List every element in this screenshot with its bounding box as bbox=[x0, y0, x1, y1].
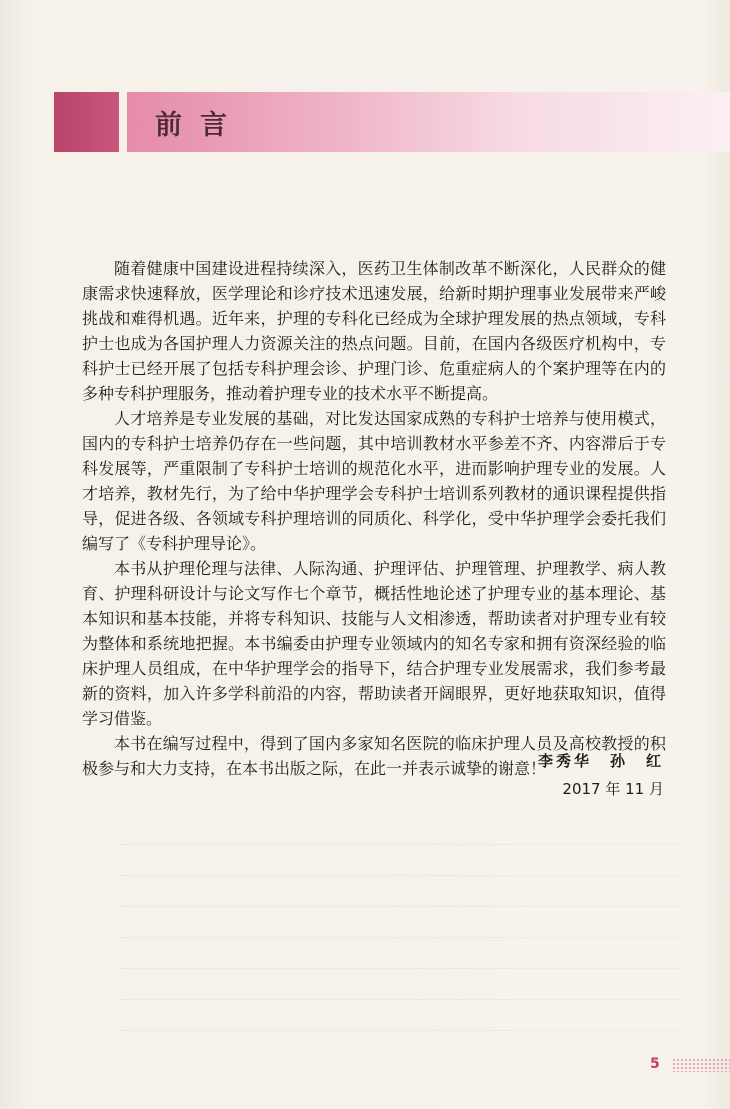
bleed-through-texture bbox=[120, 820, 680, 1040]
paragraph-2: 人才培养是专业发展的基础，对比发达国家成熟的专科护士培养与使用模式，国内的专科护士培养仍存在一些问题，其中培训教材水平参差不齐、内容滞后于专科发展等，严重限制了专科护士培训的规范化水平，进而影响护理专业的发展。人才培养，教材先行，为了给中华护理学会专科护士培训系列教材的通识课程提供指导，促进各级、各领域专科护理培训的同质化、科学化，受中华护理学会委托我们编写了《专科护理导论》。 bbox=[82, 409, 666, 553]
chapter-header bbox=[54, 92, 730, 152]
paragraph-4: 本书在编写过程中，得到了国内多家知名医院的临床护理人员及高校教授的积极参与和大力支持，在本书出版之际，在此一并表示诚挚的谢意！ bbox=[82, 734, 666, 778]
paragraph-1: 随着健康中国建设进程持续深入，医药卫生体制改革不断深化，人民群众的健康需求快速释放，医学理论和诊疗技术迅速发展，给新时期护理事业发展带来严峻挑战和难得机遇。近年来，护理的专科化已经成为全球护理发展的热点领域，专科护士也成为各国护理人力资源关注的热点问题。目前，在国内各级医疗机构中，专科护士已经开展了包括专科护理会诊、护理门诊、危重症病人的个案护理等在内的多种专科护理服务，推动着护理专业的技术水平不断提高。 bbox=[82, 259, 666, 403]
page-title: 前言 bbox=[155, 110, 245, 141]
signature-authors: 李秀华 孙 红 bbox=[537, 752, 664, 770]
signature-date: 2017 年 11 月 bbox=[562, 780, 664, 798]
page-number-dot-pattern bbox=[672, 1058, 730, 1072]
signature-block bbox=[538, 748, 664, 802]
header-accent-block bbox=[54, 92, 119, 152]
preface-body bbox=[82, 256, 666, 781]
header-bar bbox=[127, 92, 730, 152]
paragraph-3: 本书从护理伦理与法律、人际沟通、护理评估、护理管理、护理教学、病人教育、护理科研设计与论文写作七个章节，概括性地论述了护理专业的基本理论、基本知识和基本技能，并将专科知识、技能与人文相渗透，帮助读者对护理专业有较为整体和系统地把握。本书编委由护理专业领域内的知名专家和拥有资深经验的临床护理人员组成，在中华护理学会的指导下，结合护理专业发展需求，我们参考最新的资料，加入许多学科前沿的内容，帮助读者开阔眼界，更好地获取知识，值得学习借鉴。 bbox=[82, 559, 666, 728]
header-gap bbox=[119, 92, 127, 152]
page-number: 5 bbox=[650, 1056, 660, 1072]
